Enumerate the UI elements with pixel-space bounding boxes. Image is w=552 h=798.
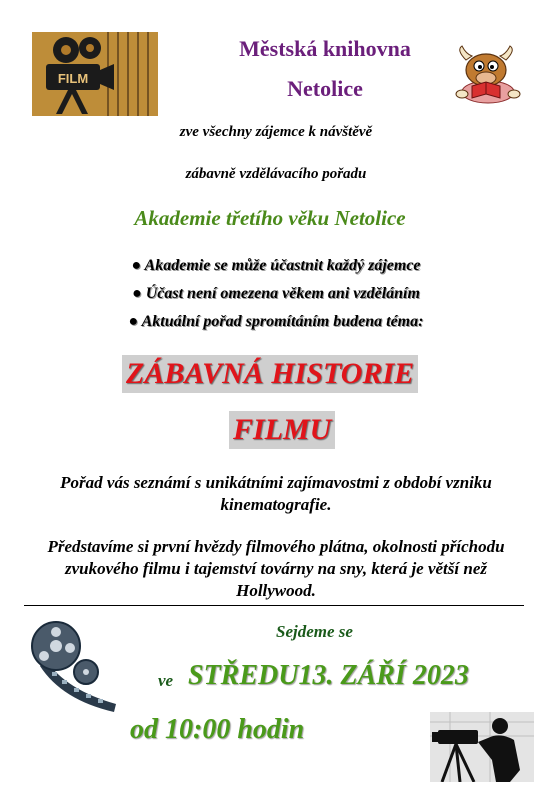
library-town: Netolice — [287, 76, 363, 101]
divider — [24, 605, 524, 606]
bullet-item: ● Účast není omezena věkem ani vzděláním — [132, 285, 420, 302]
event-date: STŘEDU13. ZÁŘÍ 2023 — [188, 660, 469, 691]
description-paragraph-2: Představíme si první hvězdy filmového plátna, okolnosti příchodu zvukového filmu i tajemství továrny na sny, která je větší než Hollywood. — [47, 537, 505, 600]
program-name: Akademie třetího věku Netolice — [134, 206, 406, 230]
topic-title-line-2: FILMU — [229, 411, 335, 449]
film-reel-image — [26, 620, 120, 712]
cameraman-image — [430, 712, 534, 782]
film-camera-logo — [32, 32, 158, 116]
meet-label: Sejdeme se — [276, 622, 353, 641]
invitation-line-2: zábavně vzdělávacího pořadu — [185, 166, 367, 182]
topic-title-line-1: ZÁBAVNÁ HISTORIE — [122, 355, 418, 393]
day-prefix: ve — [158, 671, 174, 690]
bullet-item: ● Aktuální pořad spromítáním budena téma: — [128, 313, 424, 330]
invitation-line-1: zve všechny zájemce k návštěvě — [179, 124, 373, 140]
library-name: Městská knihovna — [239, 36, 411, 61]
bullet-item: ● Akademie se může účastnit každý zájemce — [131, 257, 421, 274]
event-time: od 10:00 hodin — [130, 714, 305, 745]
film-icon-text: FILM — [57, 71, 89, 86]
description-paragraph-1: Pořad vás seznámí s unikátními zajímavostmi z období vzniku kinematografie. — [60, 473, 492, 514]
